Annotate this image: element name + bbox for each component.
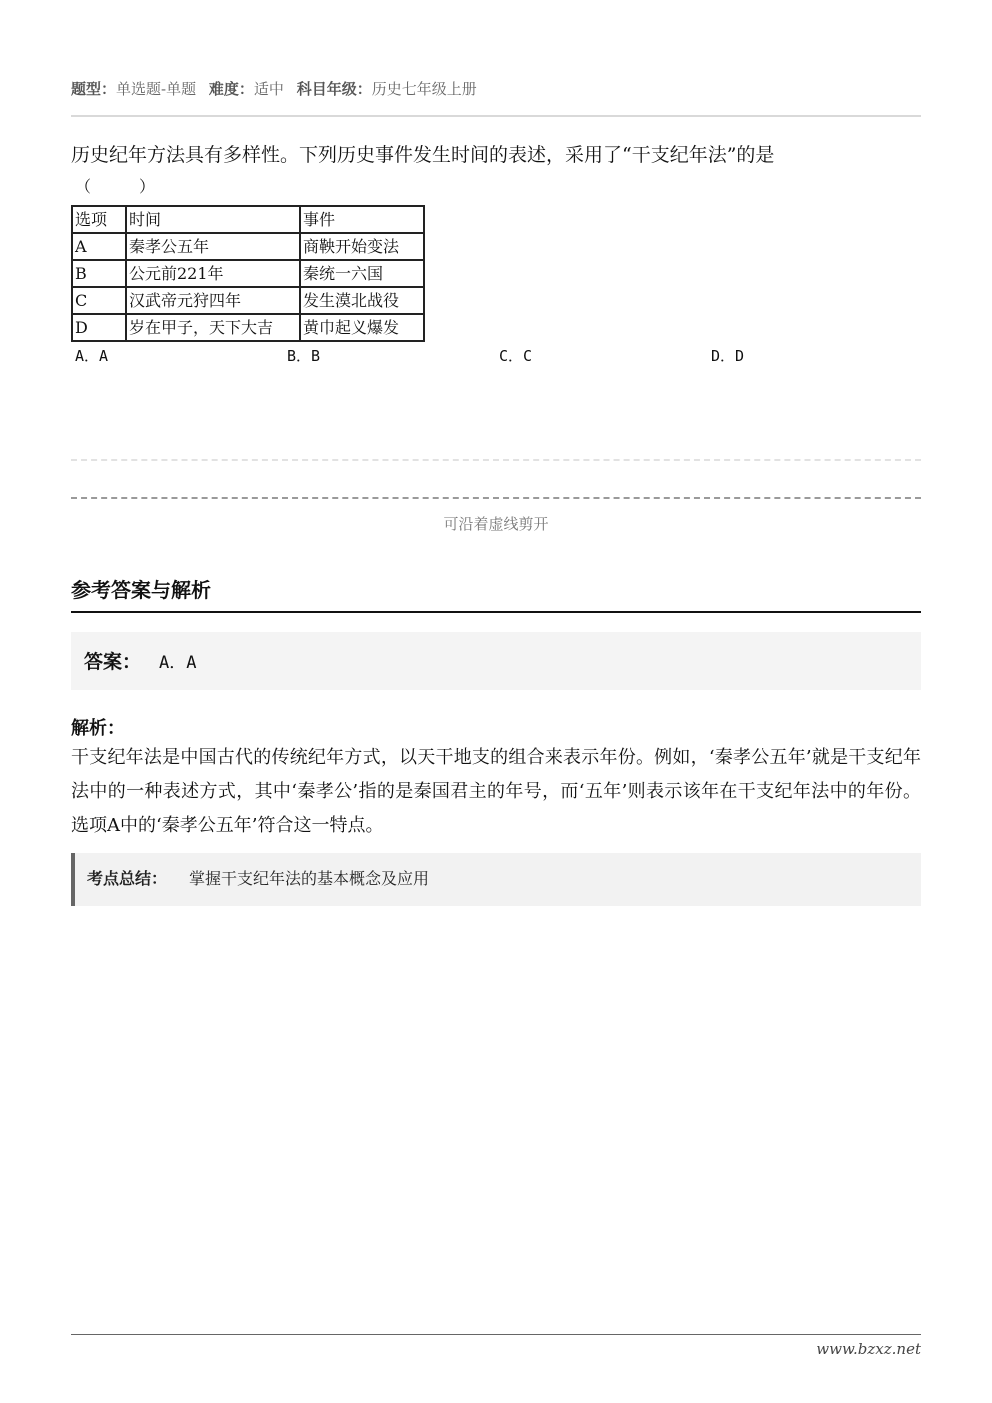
table-cell: 公元前221年: [126, 260, 300, 287]
table-cell: 秦统一六国: [300, 260, 424, 287]
meta-divider: [71, 115, 921, 117]
subject-value: 历史七年级上册: [371, 80, 477, 98]
table-cell: C: [72, 287, 126, 314]
table-cell: D: [72, 314, 126, 341]
table-cell: 秦孝公五年: [126, 233, 300, 260]
question-stem: 历史纪年方法具有多样性。下列历史事件发生时间的表述，采用了“干支纪年法”的是: [71, 144, 775, 166]
type-label: 题型：: [71, 80, 117, 98]
table-cell: B: [72, 260, 126, 287]
table-row: [72, 287, 424, 314]
table-header-cell: 事件: [300, 206, 424, 233]
choice-a: A．A: [75, 347, 109, 365]
table-header-row: [72, 206, 424, 233]
footer-url: www.bzxz.net: [816, 1340, 921, 1358]
summary-label: 考点总结：: [87, 869, 168, 888]
cut-line: [71, 497, 921, 499]
difficulty-label: 难度：: [208, 80, 254, 98]
table-header-cell: 选项: [72, 206, 126, 233]
choice-b: B．B: [287, 347, 321, 365]
answer-blank: （ ）: [75, 177, 156, 196]
light-dashed-divider: [71, 459, 921, 461]
answer-label: 答案：: [84, 651, 142, 673]
table-cell: 岁在甲子，天下大吉: [126, 314, 300, 341]
key-point-summary: [71, 853, 921, 906]
section-divider: [71, 611, 921, 613]
table-row: [72, 260, 424, 287]
answer-section-title: 参考答案与解析: [71, 578, 211, 602]
footer-divider: [71, 1334, 921, 1335]
subject-label: 科目年级：: [296, 80, 372, 98]
answer-box: [71, 632, 921, 690]
analysis-label: 解析：: [71, 718, 125, 739]
table-row: [72, 314, 424, 341]
type-value: 单选题-单题: [116, 80, 197, 98]
table-cell: 汉武帝元狩四年: [126, 287, 300, 314]
options-table: [71, 205, 425, 342]
table-header-cell: 时间: [126, 206, 300, 233]
analysis-text: 干支纪年法是中国古代的传统纪年方式，以天干地支的组合来表示年份。例如，‘秦孝公五年’就是干支纪年法中的一种表述方式，其中‘秦孝公’指的是秦国君主的年号，而‘五年’则表示该年在干支纪年法中的年份。选项A中的‘秦孝公五年’符合这一特点。: [71, 747, 921, 836]
cut-hint: 可沿着虚线剪开: [443, 515, 549, 533]
question-meta: [71, 78, 485, 100]
table-cell: 商鞅开始变法: [300, 233, 424, 260]
answer-value: A．A: [159, 653, 197, 673]
table-cell: 发生漠北战役: [300, 287, 424, 314]
choice-c: C．C: [499, 347, 533, 365]
difficulty-value: 适中: [253, 80, 284, 98]
table-row: [72, 233, 424, 260]
table-cell: A: [72, 233, 126, 260]
summary-value: 掌握干支纪年法的基本概念及应用: [189, 869, 430, 888]
choice-d: D．D: [711, 347, 745, 365]
table-cell: 黄巾起义爆发: [300, 314, 424, 341]
